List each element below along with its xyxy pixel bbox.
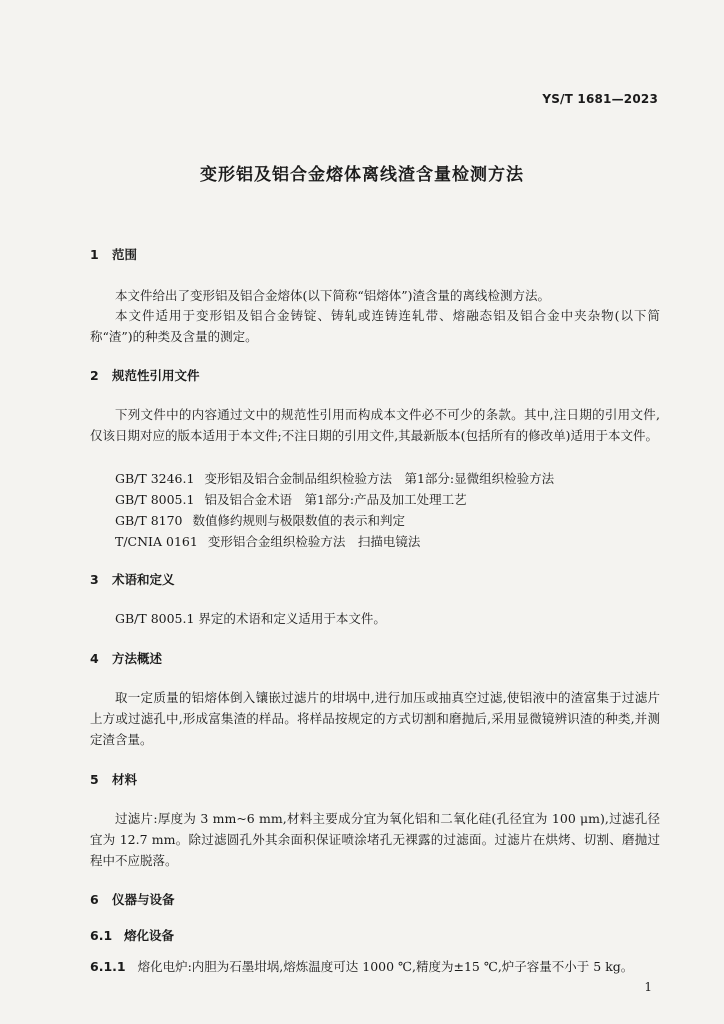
- section-title: 仪器与设备: [112, 892, 175, 907]
- section-title: 规范性引用文件: [112, 368, 200, 383]
- section-title: 术语和定义: [112, 572, 175, 587]
- reference-title: 变形铝合金组织检验方法 扫描电镜法: [207, 534, 421, 549]
- section-6-heading: [90, 890, 175, 908]
- subsection-number: 6.1: [90, 928, 113, 943]
- section-title: 方法概述: [112, 651, 163, 666]
- section-5-paragraph-1: 过滤片:厚度为 3 mm~6 mm,材料主要成分宜为氧化铝和二氧化硅(孔径宜为 100 μm),过滤孔径宜为 12.7 mm。除过滤圆孔外其余面积保证喷涂堵孔无裸露的过滤面。过滤片在烘烤、切割、磨抛过程中不应脱落。: [90, 811, 660, 868]
- section-number: 6: [90, 892, 99, 907]
- section-2-heading: [90, 366, 200, 384]
- standard-code: YS/T 1681—2023: [542, 92, 658, 106]
- section-title: 材料: [112, 772, 138, 787]
- document-title: 变形铝及铝合金熔体离线渣含量检测方法: [200, 165, 524, 185]
- clause-6-1-1: [90, 957, 633, 975]
- reference-item: [115, 511, 405, 529]
- section-number: 5: [90, 772, 99, 787]
- section-number: 2: [90, 368, 99, 383]
- subsection-title: 熔化设备: [124, 928, 175, 943]
- reference-item: [115, 490, 467, 508]
- reference-code: T/CNIA 0161: [115, 534, 198, 549]
- reference-code: GB/T 8005.1: [115, 492, 195, 507]
- section-number: 1: [90, 247, 99, 262]
- section-1-heading: [90, 245, 137, 263]
- reference-title: 数值修约规则与极限数值的表示和判定: [192, 513, 406, 528]
- page-number: 1: [644, 980, 652, 994]
- reference-title: 铝及铝合金术语 第1部分:产品及加工处理工艺: [204, 492, 467, 507]
- section-4-paragraph-1: 取一定质量的铝熔体倒入镶嵌过滤片的坩埚中,进行加压或抽真空过滤,使铝液中的渣富集于过滤片上方或过滤孔中,形成富集渣的样品。将样品按规定的方式切割和磨抛后,采用显微镜辨识渣的种类,并测定渣含量。: [90, 690, 660, 747]
- section-1-paragraph-2: 本文件适用于变形铝及铝合金铸锭、铸轧或连铸连轧带、熔融态铝及铝合金中夹杂物(以下简称“渣”)的种类及含量的测定。: [90, 308, 660, 344]
- section-4-heading: [90, 649, 162, 667]
- subsection-6-1-heading: [90, 926, 174, 944]
- reference-title: 变形铝及铝合金制品组织检验方法 第1部分:显微组织检验方法: [204, 471, 555, 486]
- reference-code: GB/T 3246.1: [115, 471, 195, 486]
- section-3-heading: [90, 570, 175, 588]
- section-1-paragraph-1: 本文件给出了变形铝及铝合金熔体(以下简称“铝熔体”)渣含量的离线检测方法。: [115, 288, 551, 303]
- section-5-heading: [90, 770, 137, 788]
- section-2-paragraph-1: 下列文件中的内容通过文中的规范性引用而构成本文件必不可少的条款。其中,注日期的引用文件,仅该日期对应的版本适用于本文件;不注日期的引用文件,其最新版本(包括所有的修改单)适用于本文件。: [90, 407, 660, 443]
- section-number: 4: [90, 651, 99, 666]
- reference-item: [115, 532, 420, 550]
- reference-code: GB/T 8170: [115, 513, 183, 528]
- section-3-paragraph-1: GB/T 8005.1 界定的术语和定义适用于本文件。: [115, 611, 386, 626]
- clause-number: 6.1.1: [90, 959, 126, 974]
- section-title: 范围: [112, 247, 138, 262]
- reference-item: [115, 469, 554, 487]
- clause-text: 熔化电炉:内胆为石墨坩埚,熔炼温度可达 1000 ℃,精度为±15 ℃,炉子容量不小于 5 kg。: [137, 959, 634, 974]
- section-number: 3: [90, 572, 99, 587]
